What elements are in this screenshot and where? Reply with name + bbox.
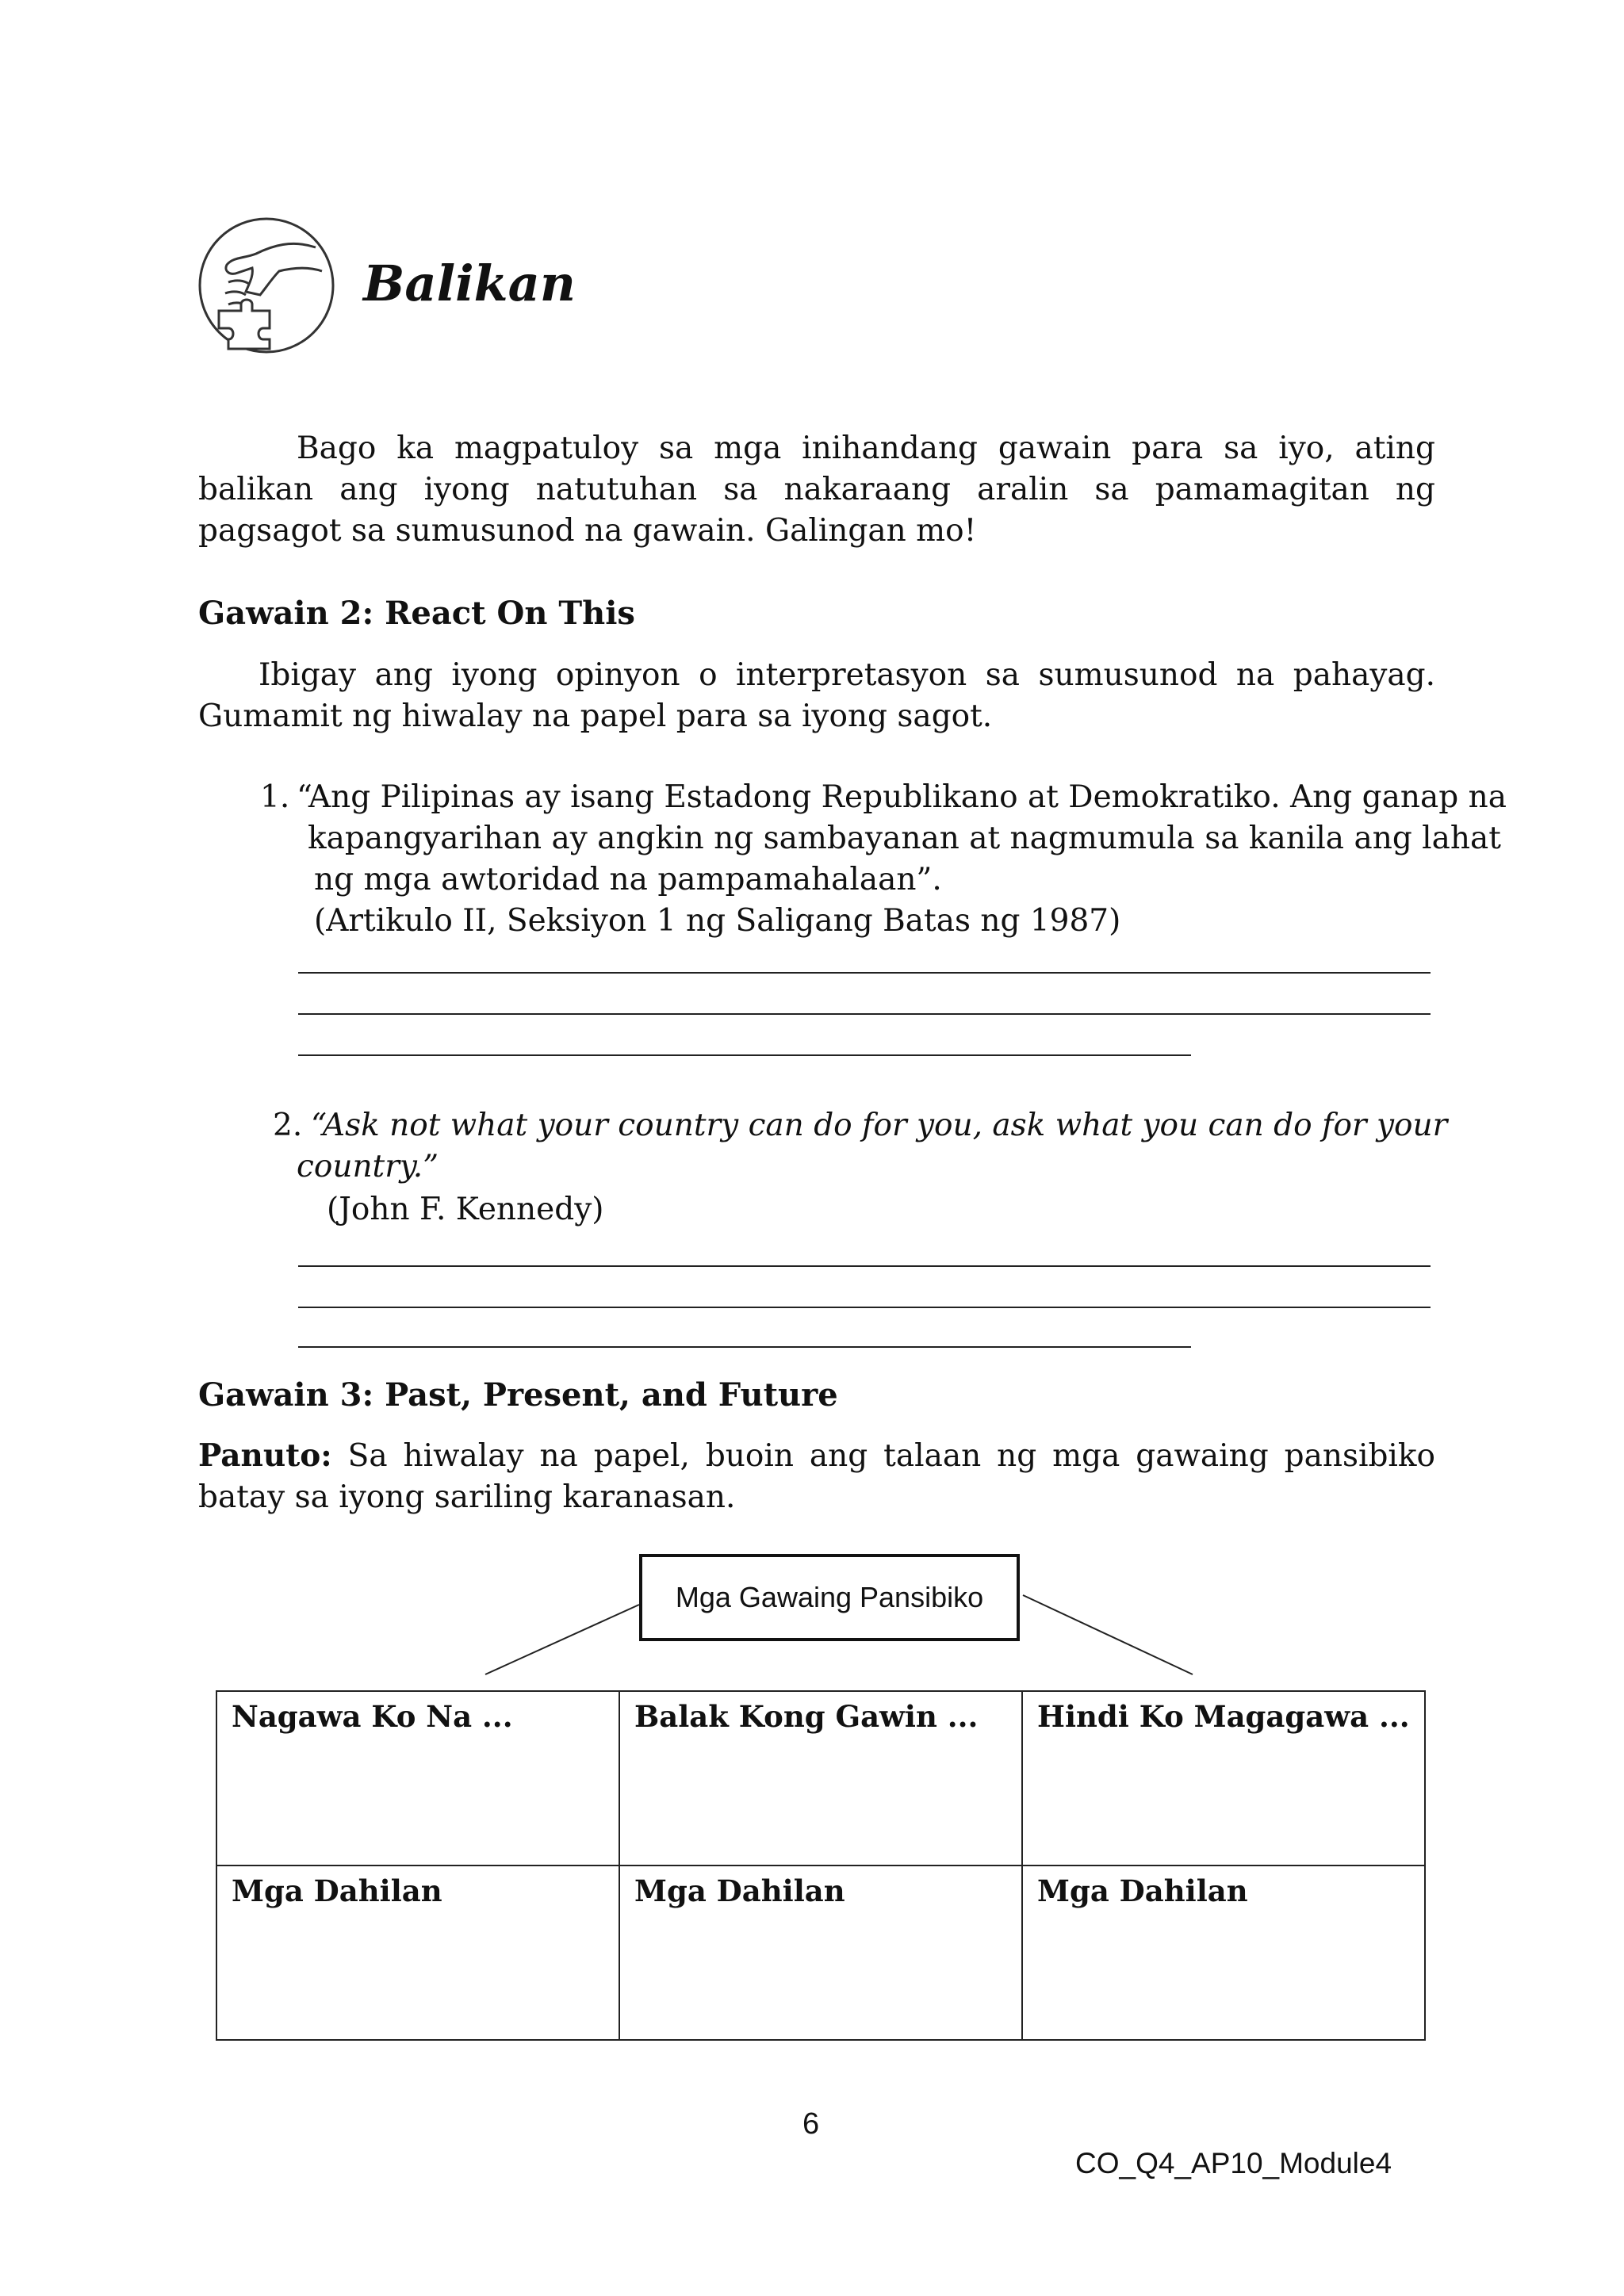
table-cell[interactable]: Hindi Ko Magagawa ... xyxy=(1022,1691,1425,1866)
table-row xyxy=(216,1866,1425,2040)
item1-number: 1. xyxy=(260,779,290,815)
item1-source: (Artikulo II, Seksiyon 1 ng Saligang Batas ng 1987) xyxy=(314,903,1121,939)
item2-source: (John F. Kennedy) xyxy=(327,1192,604,1227)
panuto-text: Sa hiwalay na papel, buoin ang talaan ng mga gawaing pansibiko batay sa iyong sariling karanasan. xyxy=(198,1438,1435,1515)
panuto-label: Panuto: xyxy=(198,1437,332,1474)
table-cell[interactable]: Balak Kong Gawin ... xyxy=(619,1691,1022,1866)
section-title: Balikan xyxy=(363,254,576,312)
item2-number: 2. xyxy=(273,1108,303,1143)
table-cell[interactable]: Nagawa Ko Na ... xyxy=(216,1691,619,1866)
item1-line1: “Ang Pilipinas ay isang Estadong Republikano at Demokratiko. Ang ganap na xyxy=(297,779,1507,815)
item1-line2: kapangyarihan ay angkin ng sambayanan at nagmumula sa kanila ang lahat xyxy=(308,821,1501,856)
diagram-title-box: Mga Gawaing Pansibiko xyxy=(639,1554,1020,1641)
table-cell[interactable]: Mga Dahilan xyxy=(1022,1866,1425,2040)
page-number: 6 xyxy=(802,2107,820,2141)
item2-line1: “Ask not what your country can do for you, ask what you can do for your xyxy=(311,1108,1448,1143)
gawain3-heading: Gawain 3: Past, Present, and Future xyxy=(198,1376,838,1414)
table-cell[interactable]: Mga Dahilan xyxy=(619,1866,1022,2040)
item1-line3: ng mga awtoridad na pampamahalaan”. xyxy=(314,862,942,897)
table-row xyxy=(216,1691,1425,1866)
module-code: CO_Q4_AP10_Module4 xyxy=(1075,2147,1392,2179)
intro-paragraph: Bago ka magpatuloy sa mga inihandang gawain para sa iyo, ating balikan ang iyong natutuhan sa nakaraang aralin sa pamamagitan ng pagsagot sa sumusunod na gawain. Galingan mo! xyxy=(198,430,1435,549)
item2-line2: country.” xyxy=(297,1149,439,1184)
gawain2-instruction: Ibigay ang iyong opinyon o interpretasyon sa sumusunod na pahayag. Gumamit ng hiwalay na papel para sa iyong sagot. xyxy=(198,657,1435,734)
civic-activities-table xyxy=(216,1690,1426,2041)
table-cell[interactable]: Mga Dahilan xyxy=(216,1866,619,2040)
gawain2-heading: Gawain 2: React On This xyxy=(198,595,635,632)
